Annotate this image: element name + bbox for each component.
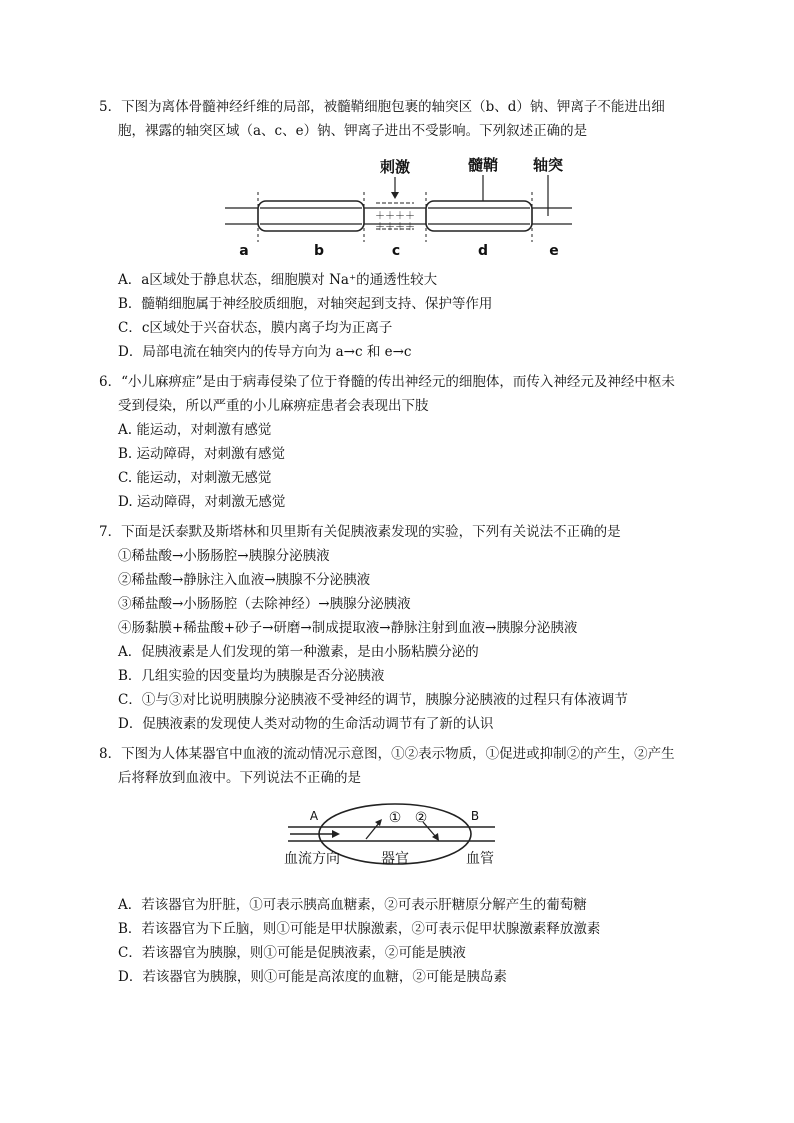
q6-option-b: B. 运动障碍，对刺激有感觉 (118, 446, 286, 462)
label-myelin: 髓鞘 (467, 156, 499, 174)
q7-stem-line1: 7．下面是沃泰默及斯塔林和贝里斯有关促胰液素发现的实验，下列有关说法不正确的是 (99, 524, 621, 540)
q7-experiment-2: ②稀盐酸→静脉注入血液→胰腺不分泌胰液 (118, 572, 371, 588)
q7-experiment-3: ③稀盐酸→小肠肠腔（去除神经）→胰腺分泌胰液 (118, 596, 411, 612)
region-a-label: a (239, 243, 249, 259)
label-vessel: 血管 (466, 851, 494, 867)
q8-blood-flow-figure (280, 798, 510, 878)
myelin-sheath-d (426, 201, 532, 231)
q8-stem-line1: 8．下图为人体某器官中血液的流动情况示意图，①②表示物质，①促进或抑制②的产生，②产生 (99, 746, 675, 762)
q8-option-d: D．若该器官为胰腺，则①可能是高浓度的血糖，②可能是胰岛素 (118, 969, 507, 985)
q7-experiment-1: ①稀盐酸→小肠肠腔→胰腺分泌胰液 (118, 548, 330, 564)
label-organ: 器官 (381, 851, 409, 867)
region-b-label: b (313, 243, 325, 259)
q5-option-b: B．髓鞘细胞属于神经胶质细胞，对轴突起到支持、保护等作用 (118, 296, 493, 312)
q8-option-c: C．若该器官为胰腺，则①可能是促胰液素，②可能是胰液 (118, 945, 466, 961)
q7-option-d: D．促胰液素的发现使人类对动物的生命活动调节有了新的认识 (118, 716, 494, 732)
q6-stem-line1: 6．“小儿麻痹症”是由于病毒侵染了位于脊髓的传出神经元的细胞体，而传入神经元及神经中枢未 (99, 374, 675, 390)
q5-stem-line1: 5．下图为离体骨髓神经纤维的局部，被髓鞘细胞包裹的轴突区（b、d）钠、钾离子不能进出细 (99, 99, 665, 115)
q5-stem-line2: 胞，裸露的轴突区域（a、c、e）钠、钾离子进出不受影响。下列叙述正确的是 (118, 123, 588, 139)
q7-option-a: A．促胰液素是人们发现的第一种激素，是由小肠粘膜分泌的 (118, 644, 479, 660)
q5-option-c: C．c区域处于兴奋状态，膜内离子均为正离子 (118, 320, 393, 336)
q7-option-b: B．几组实验的因变量均为胰腺是否分泌胰液 (118, 668, 385, 684)
q5-nerve-fiber-figure (220, 150, 580, 265)
label-B: B (470, 809, 480, 823)
label-A: A (309, 809, 319, 823)
q5-option-d: D．局部电流在轴突内的传导方向为 a→c 和 e→c (118, 344, 412, 360)
charges-bottom: ＋＋＋＋ (375, 222, 415, 233)
q6-option-d: D. 运动障碍，对刺激无感觉 (118, 494, 286, 510)
q7-experiment-4: ④肠黏膜+稀盐酸+砂子→研磨→制成提取液→静脉注射到血液→胰腺分泌胰液 (118, 620, 578, 636)
q8-option-b: B．若该器官为下丘脑，则①可能是甲状腺激素，②可表示促甲状腺激素释放激素 (118, 921, 601, 937)
charges-top: ＋＋＋＋ (375, 211, 415, 222)
label-flow-direction: 血流方向 (284, 851, 340, 867)
myelin-sheath-b (258, 201, 364, 231)
label-substance-2: ② (414, 810, 428, 826)
q8-option-a: A．若该器官为肝脏，①可表示胰高血糖素，②可表示肝糖原分解产生的葡萄糖 (118, 897, 587, 913)
region-c-label: c (391, 243, 401, 259)
q6-option-c: C. 能运动，对刺激无感觉 (118, 470, 272, 486)
region-e-label: e (549, 243, 559, 259)
q7-option-c: C．①与③对比说明胰腺分泌胰液不受神经的调节，胰腺分泌胰液的过程只有体液调节 (118, 692, 628, 708)
label-stimulus: 刺激 (379, 158, 411, 176)
label-substance-1: ① (388, 810, 402, 826)
label-axon: 轴突 (532, 156, 564, 174)
q5-option-a: A．a区域处于静息状态，细胞膜对 Na⁺的通透性较大 (118, 272, 438, 288)
q8-stem-line2: 后将释放到血液中。下列说法不正确的是 (118, 770, 361, 786)
region-d-label: d (477, 243, 489, 259)
q6-option-a: A. 能运动，对刺激有感觉 (118, 422, 272, 438)
arrow-substance-1 (366, 823, 379, 839)
q6-stem-line2: 受到侵染，所以严重的小儿麻痹症患者会表现出下肢 (118, 398, 429, 414)
